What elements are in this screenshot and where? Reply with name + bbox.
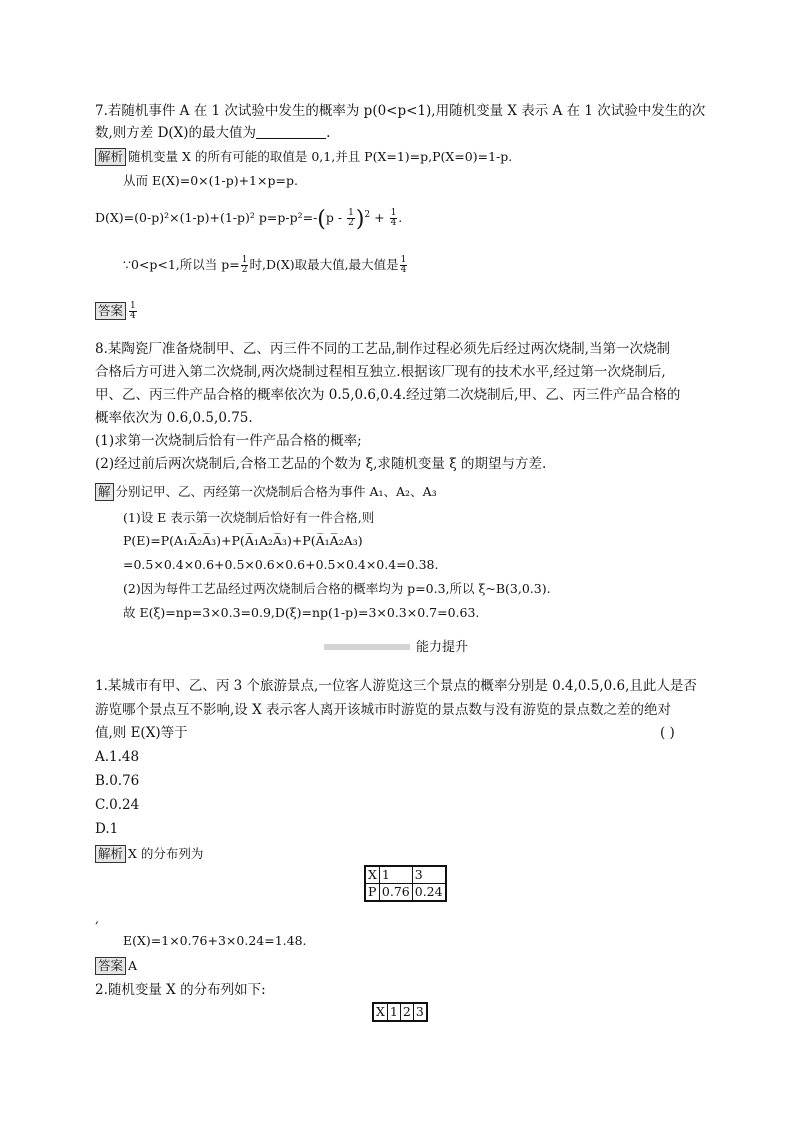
- table-row: [373, 1003, 427, 1021]
- q7-analysis-4: [123, 256, 408, 275]
- q8-solution-1: [95, 483, 437, 501]
- q8-line5: (1)求第一次烧制后恰有一件产品合格的概率;: [95, 433, 362, 449]
- answer-tag: 答案: [95, 302, 126, 320]
- section-title: 能力提升: [416, 640, 469, 655]
- q8-line1: 8.某陶瓷厂准备烧制甲、乙、丙三件不同的工艺品,制作过程必须先后经过两次烧制,当第一次烧制: [95, 341, 670, 357]
- expr-part: A̅₂A̅₃: [188, 533, 217, 548]
- fraction-half: $\frac{1}{2}$: [241, 255, 248, 275]
- plus-sign: +: [370, 210, 389, 226]
- option-b: B.0.76: [95, 773, 140, 789]
- table-cell: 3: [413, 1003, 426, 1021]
- q8-line6: (2)经过前后两次烧制后,合格工艺品的个数为 ξ,求随机变量 ξ 的期望与方差.: [95, 456, 547, 472]
- table-cell: 3: [412, 866, 445, 884]
- q8-solution-2: (1)设 E 表示第一次烧制后恰好有一件合格,则: [123, 510, 375, 525]
- option-a: A.1.48: [95, 749, 140, 765]
- q7-line2-end: .: [326, 125, 331, 141]
- table-cell: P: [365, 884, 379, 902]
- expr-part: A̅₃: [272, 533, 287, 548]
- q7-variance-expr: D(X)=(0-p)²×(1-p)+(1-p)² p=p-p²=-: [95, 210, 318, 226]
- q8-solution-4: =0.5×0.4×0.6+0.5×0.6×0.6+0.5×0.4×0.4=0.38.: [123, 557, 439, 572]
- q7-line1: 7.若随机事件 A 在 1 次试验中发生的概率为 p(0<p<1),用随机变量 X 表示 A 在 1 次试验中发生的次: [95, 103, 706, 119]
- p1-analysis: [95, 845, 203, 863]
- table-cell: 1: [379, 866, 412, 884]
- q7-answer: [95, 302, 138, 321]
- answer-tag: 答案: [95, 957, 126, 975]
- q7-p-minus: p -: [325, 210, 347, 226]
- fraction-quarter: $\frac{1}{4}$: [390, 208, 397, 229]
- option-c: C.0.24: [95, 797, 140, 813]
- q7-analysis-3: [95, 206, 403, 233]
- p1-line1: 1.某城市有甲、乙、丙 3 个旅游景点,一位客人游览这三个景点的概率分别是 0.4,0.5,0.6,且此人是否: [95, 678, 697, 694]
- p1-line3: 值,则 E(X)等于: [95, 725, 188, 741]
- q8-line4: 概率依次为 0.6,0.5,0.75.: [95, 410, 253, 426]
- q8-solution-text: 分别记甲、乙、丙经第一次烧制后合格为事件 A₁、A₂、A₃: [115, 484, 437, 499]
- expr-part: A̅₁: [244, 533, 259, 548]
- q7-conclusion-pre: ∵0<p<1,所以当 p=: [123, 257, 240, 272]
- distribution-table: [364, 865, 447, 902]
- q8-solution-5: (2)因为每件工艺品经过两次烧制后合格的概率均为 p=0.3,所以 ξ~B(3,0.3).: [123, 581, 551, 596]
- q8-solution-6: 故 E(ξ)=np=3×0.3=0.9,D(ξ)=np(1-p)=3×0.3×0.7=0.63.: [123, 605, 480, 620]
- distribution-table-2: [372, 1002, 428, 1022]
- q7-line2-text: 数,则方差 D(X)的最大值为: [95, 125, 257, 141]
- q7-line2: [95, 124, 330, 142]
- expr-part: A̅₁A̅₂: [315, 533, 344, 548]
- option-d: D.1: [95, 821, 119, 837]
- answer-fraction: $\frac{1}{4}$: [130, 301, 136, 321]
- p1-answer-paren: ( ): [660, 725, 675, 741]
- p1-answer-value: A: [128, 958, 138, 973]
- q8-solution-3: [123, 532, 363, 550]
- analysis-tag: 解析: [95, 845, 126, 863]
- q7-conclusion-mid: 时,D(X)取最大值,最大值是: [249, 257, 399, 272]
- q7-analysis: [95, 148, 512, 166]
- paren-open: (: [317, 207, 326, 233]
- p1-answer: [95, 957, 137, 975]
- expr-part: )+P(: [286, 533, 316, 548]
- p1-comma: ,: [95, 911, 99, 926]
- q7-analysis-2: 从而 E(X)=0×(1-p)+1×p=p.: [123, 173, 298, 188]
- fraction-quarter: $\frac{1}{4}$: [400, 255, 407, 275]
- p1-line2: 游览哪个景点互不影响,设 X 表示客人离开该城市时游览的景点数与没有游览的景点数之差的绝对: [95, 702, 671, 718]
- q7-analysis-1: 随机变量 X 的所有可能的取值是 0,1,并且 P(X=1)=p,P(X=0)=1-p.: [128, 149, 513, 164]
- table-cell: 2: [400, 1003, 413, 1021]
- expr-part: A₃): [343, 533, 363, 548]
- section-divider: [324, 644, 410, 650]
- answer-blank: [256, 124, 326, 139]
- table-cell: 0.76: [379, 884, 412, 902]
- table-row: [365, 884, 446, 902]
- table-row: [365, 866, 446, 884]
- solve-tag: 解: [95, 483, 114, 501]
- p1-analysis-text: X 的分布列为: [128, 846, 204, 861]
- p1-expectation: E(X)=1×0.76+3×0.24=1.48.: [123, 933, 307, 948]
- table-cell: X: [365, 866, 379, 884]
- square-exponent: 2: [364, 210, 371, 220]
- paren-close: ): [355, 207, 365, 233]
- analysis-tag: 解析: [95, 148, 126, 166]
- period: .: [398, 210, 403, 226]
- table-cell: X: [373, 1003, 387, 1021]
- p2-line1: 2.随机变量 X 的分布列如下:: [95, 982, 266, 998]
- table-cell: 1: [387, 1003, 400, 1021]
- expr-part: )+P(: [216, 533, 245, 548]
- q8-line3: 甲、乙、丙三件产品合格的概率依次为 0.5,0.6,0.4.经过第二次烧制后,甲、乙、丙三件产品合格的: [95, 387, 681, 403]
- expr-part: P(E)=P(A₁: [123, 533, 189, 548]
- table-cell: 0.24: [412, 884, 445, 902]
- fraction-half: $\frac{1}{2}$: [348, 208, 354, 229]
- q8-line2: 合格后方可进入第二次烧制,两次烧制过程相互独立.根据该厂现有的技术水平,经过第一次烧制后,: [95, 364, 666, 380]
- expr-part: A₂: [258, 533, 273, 548]
